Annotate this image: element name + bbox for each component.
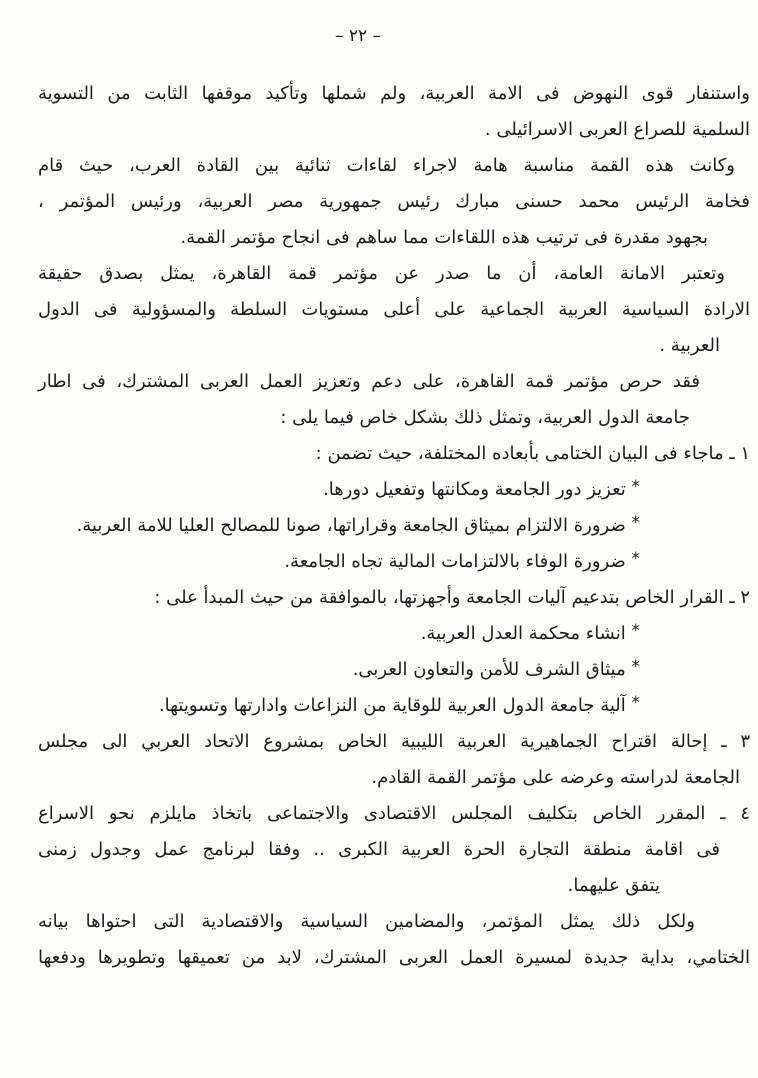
paragraph: [38, 148, 750, 256]
bullet-line: [38, 688, 750, 724]
list-item-head: [38, 436, 750, 472]
list-item: [38, 796, 750, 904]
list-item-head: [38, 796, 750, 832]
text-line: الختامي، بداية جديدة لمسيرة العمل العربى المشترك، لابد من تعميقها وتطويرها ودفعها: [38, 947, 750, 968]
text-line: يتفق عليهما.: [567, 875, 660, 896]
bullet-line: [38, 472, 750, 508]
bullet-text: انشاء محكمة العدل العربية.: [420, 623, 626, 644]
list-item-number: ٣ ـ: [721, 731, 750, 752]
bullet-marker: *: [631, 477, 640, 497]
paragraph: [38, 364, 750, 436]
bullet-marker: *: [631, 513, 640, 533]
bullet-marker: *: [631, 657, 640, 677]
text-line: فخامة الرئيس محمد حسنى مبارك رئيس جمهورية مصر العربية، ورئيس المؤتمر ،: [38, 191, 750, 212]
list-item-number: ٢ ـ: [729, 587, 750, 608]
text-line: السلمية للصراع العربى الاسرائيلى .: [484, 119, 750, 140]
bullet-marker: *: [631, 621, 640, 641]
bullet-text: ضرورة الالتزام بميثاق الجامعة وقراراتها، صونا للمصالح العليا للامة العربية.: [76, 515, 626, 536]
bullet-line: [38, 544, 750, 580]
paragraph: [38, 904, 750, 976]
list-item-number: ١ ـ: [729, 443, 750, 464]
paragraph: [38, 76, 750, 148]
list-item: [38, 580, 750, 724]
document-body: [38, 76, 750, 976]
text-line: الجامعة لدراسته وعرضه على مؤتمر القمة القادم.: [371, 767, 740, 788]
list-item: [38, 724, 750, 796]
text-line: ولكل ذلك يمثل المؤتمر، والمضامين السياسية والاقتصادية التى احتواها بيانه: [38, 911, 695, 932]
bullet-marker: *: [631, 549, 640, 569]
list-item-head: [38, 724, 750, 760]
text-line: فقد حرص مؤتمر قمة القاهرة، على دعم وتعزيز العمل العربى المشترك، فى اطار: [38, 371, 700, 392]
text-line: العربية .: [659, 335, 720, 356]
bullet-text: آلية جامعة الدول العربية للوقاية من النزاعات وادارتها وتسويتها.: [158, 695, 626, 716]
list-item-text: إحالة اقتراح الجماهيرية العربية الليبية الخاص بمشروع الاتحاد العربي الى مجلس: [38, 731, 708, 752]
list-item-text: المقرر الخاص بتكليف المجلس الاقتصادى والاجتماعى باتخاذ مايلزم نحو الاسراع: [38, 803, 706, 824]
bullet-line: [38, 616, 750, 652]
bullet-text: تعزيز دور الجامعة ومكانتها وتفعيل دورها.: [322, 479, 626, 500]
bullet-line: [38, 652, 750, 688]
text-line: جامعة الدول العربية، وتمثل ذلك بشكل خاص فيما يلى :: [280, 407, 690, 428]
bullet-line: [38, 508, 750, 544]
list-item-number: ٤ ـ: [720, 803, 750, 824]
list-item-head: [38, 580, 750, 616]
text-line: وكانت هذه القمة مناسبة هامة لاجراء لقاءات ثنائية بين القادة العرب، حيث قام: [38, 155, 735, 176]
bullet-text: ميثاق الشرف للأمن والتعاون العربى.: [352, 659, 626, 680]
list-item-text: ماجاء فى البيان الختامى بأبعاده المختلفة، حيث تضمن :: [315, 443, 724, 464]
text-line: واستنفار قوى النهوض فى الامة العربية، ولم شملها وتأكيد موقفها الثابت من التسوية: [38, 83, 750, 104]
text-line: وتعتبر الامانة العامة، أن ما صدر عن مؤتمر قمة القاهرة، يمثل بصدق حقيقة: [38, 263, 725, 284]
page-number: – ٢٢ –: [334, 26, 382, 46]
bullet-marker: *: [631, 693, 640, 713]
text-line: بجهود مقدرة فى ترتيب هذه اللقاءات مما ساهم فى انجاح مؤتمر القمة.: [180, 227, 708, 248]
text-line: فى اقامة منطقة التجارة الحرة العربية الكبرى .. وفقا لبرنامج عمل وجدول زمنى: [38, 839, 720, 860]
list-item-text: القرار الخاص بتدعيم آليات الجامعة وأجهزتها، بالموافقة من حيث المبدأ على :: [154, 587, 724, 608]
paragraph: [38, 256, 750, 364]
bullet-text: ضرورة الوفاء بالالتزامات المالية تجاه الجامعة.: [284, 551, 626, 572]
text-line: الارادة السياسية العربية الجماعية على أعلى مستويات السلطة والمسؤولية فى الدول: [38, 299, 750, 320]
list-item: [38, 436, 750, 580]
